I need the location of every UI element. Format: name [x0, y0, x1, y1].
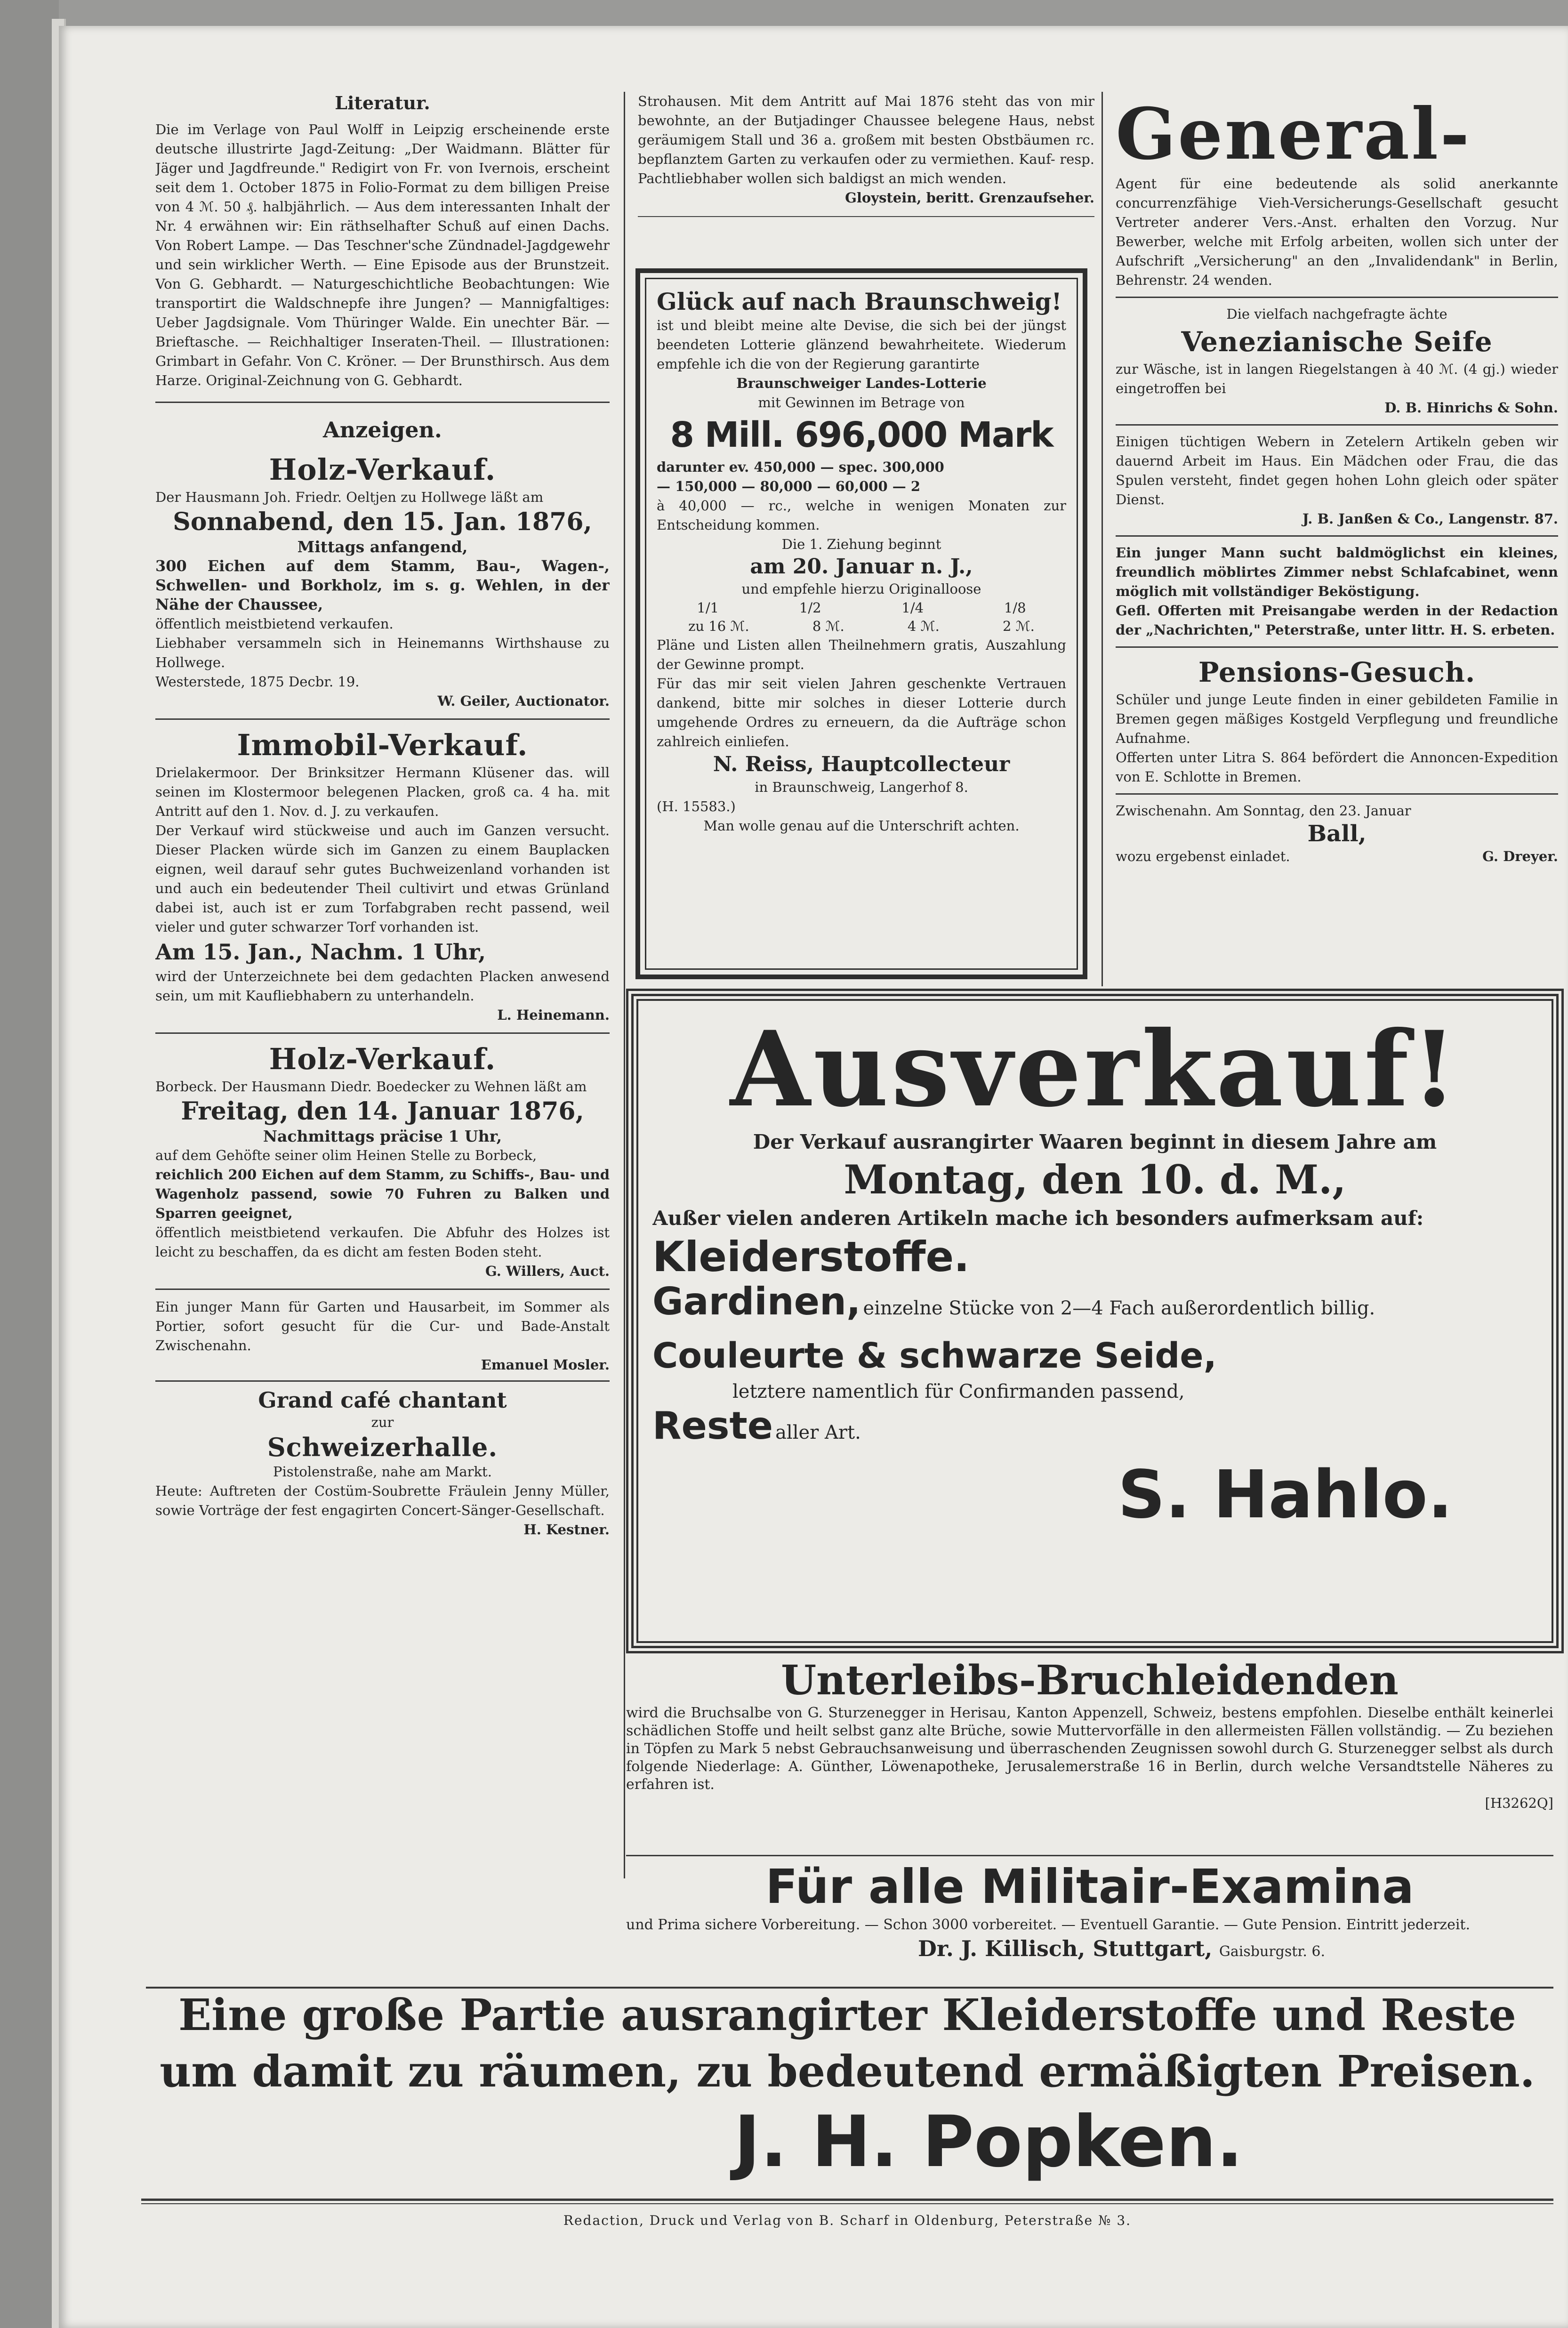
- ausverkauf-item4b: aller Art.: [775, 1422, 861, 1443]
- weber-body: Einigen tüchtigen Webern in Zetelern Artikeln geben wir dauernd Arbeit im Haus. Ein Mädchen oder Frau, die das Spulen versteht, findet gegen hohen Lohn gleich oder später Dienst.: [1116, 434, 1558, 507]
- seife-pre: Die vielfach nachgefragte ächte: [1226, 306, 1447, 322]
- immobil-signer: L. Heinemann.: [497, 1007, 610, 1023]
- holz2-intro: Borbeck. Der Hausmann Diedr. Boedecker zu Wehnen läßt am: [155, 1079, 587, 1095]
- column-rule-2: [1102, 92, 1103, 986]
- mann-signer: Emanuel Mosler.: [481, 1357, 610, 1373]
- immobil-body3: wird der Unterzeichnete bei dem gedachten Placken anwesend sein, um mit Kaufliebhabern zu unterhandeln.: [155, 968, 610, 1004]
- pension-title: Pensions-Gesuch.: [1198, 656, 1476, 688]
- lotterie-body3: Für das mir seit vielen Jahren geschenkte Vertrauen dankend, bitte mir solches in dieser Lotterie durch umgehende Ordres zu erneuern, da die Aufträge schon zahlreich einliefen.: [657, 676, 1066, 749]
- footer-rule-thin: [141, 2203, 1553, 2204]
- ausverkauf-date: Montag, den 10. d. M.,: [844, 1156, 1346, 1203]
- strohausen-signer: Gloystein, beritt. Grenzaufseher.: [845, 190, 1094, 206]
- lotterie-ref: (H. 15583.): [657, 798, 736, 814]
- ball-foot: wozu ergebenst einladet.: [1116, 848, 1290, 864]
- holz2-title: Holz-Verkauf.: [269, 1042, 496, 1076]
- pension-body2: Offerten unter Litra S. 864 befördert die Annoncen-Expedition von E. Schlotte in Bremen.: [1116, 749, 1558, 785]
- lotterie-title: Glück auf nach Braunschweig!: [657, 288, 1062, 315]
- ausverkauf-item3: Couleurte & schwarze Seide,: [652, 1336, 1217, 1376]
- divider: [155, 402, 610, 403]
- holz2-time: Nachmittags präcise 1 Uhr,: [263, 1127, 502, 1145]
- divider: [155, 1032, 610, 1034]
- holz2-body3: öffentlich meistbietend verkaufen. Die Abfuhr des Holzes ist leicht zu beschaffen, da es dicht am festen Boden steht.: [155, 1224, 610, 1260]
- lotterie-empf: und empfehle hierzu Originalloose: [741, 581, 981, 597]
- holz1-note2: Liebhaber versammeln sich in Heinemanns Wirthshause zu Hollwege.: [155, 635, 610, 670]
- lotterie-fractions: [657, 599, 1066, 617]
- fraction: 1/4: [901, 600, 924, 616]
- holz1-item: 300 Eichen auf dem Stamm, Bau-, Wagen-, Schwellen- und Borkholz, im s. g. Wehlen, in der Nähe der Chaussee,: [155, 557, 610, 613]
- divider: [155, 1380, 610, 1382]
- general-body: Agent für eine bedeutende als solid anerkannte concurrenzfähige Vieh-Versicherungs-Gesellschaft gesucht Vertreter anderer Vers.-Anst. erhalten den Vorzug. Nur Bewerber, welche mit Erfolg arbeiten, wollen sich unter der Aufschrift „Versicherung" an den „Invalidendank" in Berlin, Behrenstr. 24 wenden.: [1116, 176, 1558, 288]
- divider: [155, 718, 610, 720]
- seife-body: zur Wäsche, ist in langen Riegelstangen à 40 ℳ. (4 gj.) wieder eingetroffen bei: [1116, 361, 1558, 396]
- divider: [1116, 297, 1558, 298]
- ausverkauf-item4: Reste: [652, 1404, 773, 1448]
- fraction: 1/1: [697, 600, 719, 616]
- holz2-body2: reichlich 200 Eichen auf dem Stamm, zu Schiffs-, Bau- und Wagenholz passend, sowie 70 Fuhren zu Balken und Sparren geeignet,: [155, 1167, 610, 1221]
- cafe-title: Grand café chantant: [258, 1387, 507, 1413]
- ball-signer: G. Dreyer.: [1482, 848, 1558, 864]
- ausverkauf-signer: S. Hahlo.: [1118, 1457, 1453, 1533]
- anzeigen-heading: Anzeigen.: [323, 417, 442, 443]
- cafe-body: Heute: Auftreten der Costüm-Soubrette Fräulein Jenny Müller, sowie Vorträge der fest engagirten Concert-Sänger-Gesellschaft.: [155, 1483, 610, 1518]
- lotterie-signer: N. Reiss, Hauptcollecteur: [713, 752, 1010, 776]
- popken-line2: um damit zu räumen, zu bedeutend ermäßigten Preisen.: [160, 2046, 1535, 2097]
- price: 4 ℳ.: [907, 618, 940, 634]
- zimmer-body2: Gefl. Offerten mit Preisangabe werden in der Redaction der „Nachrichten," Peterstraße, unter littr. H. S. erbeten.: [1116, 603, 1558, 638]
- column-right: [1116, 94, 1558, 989]
- zimmer-body: Ein junger Mann sucht baldmöglichst ein kleines, freundlich möblirtes Zimmer nebst Schlafcabinet, wenn möglich mit vollständiger Beköstigung.: [1116, 545, 1558, 599]
- cafe-signer: H. Kestner.: [523, 1522, 610, 1538]
- column-rule-3: [624, 1036, 625, 1878]
- bruch-ref: [H3262Q]: [1485, 1795, 1553, 1811]
- cafe-name: Schweizerhalle.: [267, 1432, 498, 1462]
- holz2-date: Freitag, den 14. Januar 1876,: [181, 1097, 584, 1126]
- immobil-body: Drielakermoor. Der Brinksitzer Hermann Klüsener das. will seinen im Klostermoor belegenen Placken, groß ca. 4 ha. mit Antritt auf den 1. Nov. d. J. zu verkaufen.: [155, 765, 610, 819]
- militair-ad: [626, 1859, 1553, 1986]
- popken-line1: Eine große Partie ausrangirter Kleiderstoffe und Reste: [178, 1990, 1516, 2040]
- weber-signer: J. B. Janßen & Co., Langenstr. 87.: [1302, 511, 1558, 527]
- ausverkauf-line1: Der Verkauf ausrangirter Waaren beginnt in diesem Jahre am: [753, 1130, 1437, 1153]
- price: 8 ℳ.: [812, 618, 844, 634]
- strohausen-body: Strohausen. Mit dem Antritt auf Mai 1876 steht das von mir bewohnte, an der Butjadinger Chaussee belegene Haus, nebst geräumigem Stall und 36 a. großem mit besten Obstbäumen rc. bepflanztem Garten zu verkaufen oder zu vermiethen. Kauf- resp. Pachtliebhaber wollen sich baldigst an mich wenden.: [638, 93, 1094, 186]
- lotterie-row1: darunter ev. 450,000 — spec. 300,000: [657, 459, 944, 475]
- divider: [155, 1289, 610, 1290]
- popken-signer: J. H. Popken.: [734, 2101, 1243, 2183]
- holz1-title: Holz-Verkauf.: [269, 452, 496, 487]
- militair-addr: Gaisburgstr. 6.: [1219, 1943, 1326, 1960]
- footer-rule: [141, 2199, 1553, 2201]
- divider: [1116, 424, 1558, 426]
- lotterie-body2: Pläne und Listen allen Theilnehmern gratis, Auszahlung der Gewinne prompt.: [657, 637, 1066, 672]
- ausverkauf-item2b: einzelne Stücke von 2—4 Fach außerordentlich billig.: [863, 1297, 1375, 1319]
- holz2-signer: G. Willers, Auct.: [485, 1263, 610, 1279]
- column-left: [155, 89, 610, 1897]
- holz1-time: Mittags anfangend,: [297, 538, 468, 556]
- lotterie-row3: à 40,000 — rc., welche in wenigen Monaten zur Entscheidung kommen.: [657, 498, 1066, 533]
- bruch-title: Unterleibs-Bruchleidenden: [781, 1657, 1399, 1704]
- lotterie-box: [635, 268, 1087, 979]
- imprint: Redaction, Druck und Verlag von B. Scharf in Oldenburg, Peterstraße № 3.: [563, 2213, 1132, 2228]
- holz2-body: auf dem Gehöfte seiner olim Heinen Stelle zu Borbeck,: [155, 1147, 537, 1163]
- ausverkauf-item3b: letztere namentlich für Confirmanden passend,: [732, 1381, 1185, 1402]
- ausverkauf-row2: [652, 1281, 1537, 1333]
- lotterie-ziehung: Die 1. Ziehung beginnt: [781, 536, 941, 552]
- lotterie-name: Braunschweiger Landes-Lotterie: [736, 375, 987, 391]
- divider: [1116, 793, 1558, 795]
- ball-footer: [1116, 847, 1558, 866]
- bruch-body: wird die Bruchsalbe von G. Sturzenegger in Herisau, Kanton Appenzell, Schweiz, bestens empfohlen. Dieselbe enthält keinerlei schädlichen Stoffe und heilt selbst ganz alte Brüche, sowie Muttervorfälle in den allermeisten Fällen vollständig. — Zu beziehen in Töpfen zu Mark 5 nebst Gebrauchsanweisung und überraschenden Zeugnissen sowohl durch G. Sturzenegger selbst als durch folgende Niederlage: A. Günther, Löwenapotheke, Jerusalemerstraße 16 in Berlin, durch welche Versandtstelle Näheres zu erfahren ist.: [626, 1705, 1553, 1793]
- divider: [626, 1855, 1553, 1856]
- ausverkauf-frame: [626, 989, 1564, 1653]
- divider: [1116, 535, 1558, 537]
- price: zu 16 ℳ.: [688, 618, 749, 634]
- ausverkauf-row4: [652, 1405, 1537, 1458]
- holz1-place: Westerstede, 1875 Decbr. 19.: [155, 674, 360, 690]
- ausverkauf-title: Ausverkauf!: [730, 1010, 1460, 1130]
- pension-body: Schüler und junge Leute finden in einer gebildeten Familie in Bremen gegen mäßiges Kostgeld Verpflegung und freundliche Aufnahme.: [1116, 692, 1558, 746]
- lotterie-big: 8 Mill. 696,000 Mark: [670, 415, 1053, 455]
- seife-title: Venezianische Seife: [1181, 326, 1493, 358]
- lotterie-city: in Braunschweig, Langerhof 8.: [755, 779, 968, 795]
- immobil-title: Immobil-Verkauf.: [237, 728, 528, 762]
- ausverkauf-line2: Außer vielen anderen Artikeln mache ich besonders aufmerksam auf:: [652, 1207, 1424, 1230]
- fraction: 1/2: [799, 600, 821, 616]
- cafe-sub: Pistolenstraße, nahe am Markt.: [273, 1464, 492, 1480]
- ausverkauf-item2: Gardinen,: [652, 1280, 861, 1323]
- militair-signer: Dr. J. Killisch, Stuttgart,: [918, 1936, 1213, 1961]
- literatur-heading: Literatur.: [335, 92, 430, 113]
- lotterie-body: ist und bleibt meine alte Devise, die sich bei der jüngst beendeten Lotterie glänzend bewahrheitete. Wiederum empfehle ich die von der Regierung garantirte: [657, 317, 1066, 372]
- popken-ad: [141, 1987, 1553, 2194]
- militair-row: [626, 1934, 1553, 1966]
- divider: [638, 216, 1094, 217]
- lotterie-prices: [657, 617, 1066, 636]
- lotterie-date: am 20. Januar n. J.,: [750, 555, 973, 579]
- bruch-ad: [626, 1657, 1553, 1850]
- ball-line: Zwischenahn. Am Sonntag, den 23. Januar: [1116, 803, 1411, 819]
- ball-title: Ball,: [1307, 821, 1367, 847]
- holz1-note: öffentlich meistbietend verkaufen.: [155, 616, 394, 632]
- immobil-date: Am 15. Jan., Nachm. 1 Uhr,: [155, 939, 486, 965]
- militair-body: und Prima sichere Vorbereitung. — Schon 3000 vorbereitet. — Eventuell Garantie. — Gute Pension. Eintritt jederzeit.: [626, 1917, 1471, 1933]
- general-title: General-: [1116, 94, 1472, 176]
- holz1-date: Sonnabend, den 15. Jan. 1876,: [173, 507, 592, 536]
- lotterie-footer: Man wolle genau auf die Unterschrift achten.: [703, 818, 1020, 834]
- fraction: 1/8: [1004, 600, 1026, 616]
- immobil-body2: Der Verkauf wird stückweise und auch im Ganzen versucht. Dieser Placken würde sich im Ganzen zu einem Bauplacken eignen, weil darauf sehr gutes Buchweizenland vorhanden ist und auch ein bedeutender Theil cultivirt und etwas Grünland dabei ist, auch ist er zum Torfabgraben recht passend, weil vieler und guter schwarzer Torf vorhanden ist.: [155, 822, 610, 935]
- ausverkauf-item1: Kleiderstoffe.: [652, 1232, 970, 1281]
- militair-title: Für alle Militair-Examina: [765, 1859, 1414, 1914]
- scan-edge: [0, 0, 59, 2328]
- holz1-signer: W. Geiler, Auctionator.: [437, 693, 610, 709]
- lotterie-mit: mit Gewinnen im Betrage von: [758, 395, 965, 411]
- cafe-zur: zur: [371, 1414, 394, 1430]
- price: 2 ℳ.: [1003, 618, 1035, 634]
- mann-body: Ein junger Mann für Garten und Hausarbeit, im Sommer als Portier, sofort gesucht für die Cur- und Bade-Anstalt Zwischenahn.: [155, 1299, 610, 1353]
- divider: [1116, 646, 1558, 648]
- seife-signer: D. B. Hinrichs & Sohn.: [1384, 400, 1558, 416]
- literatur-body: Die im Verlage von Paul Wolff in Leipzig erscheinende erste deutsche illustrirte Jagd-Zeitung: „Der Waidmann. Blätter für Jäger und Jagdfreunde." Redigirt von Fr. von Ivernois, erscheint seit dem 1. October 1875 in Folio-Format zu dem billigen Preise von 4 ℳ. 50 ₰. halbjährlich. — Aus dem interessanten Inhalt der Nr. 4 erwähnen wir: Ein räthselhafter Schuß auf einen Dachs. Von Robert Lampe. — Das Teschner'sche Zündnadel-Jagdgewehr und sein wirklicher Werth. — Eine Episode aus der Brunstzeit. Von G. Gebhardt. — Naturgeschichtliche Beobachtungen: Wie transportirt die Waldschnepfe ihre Jungen? — Mannigfaltiges: Ueber Jagdsignale. Vom Thüringer Walde. Ein unechter Bär. — Brieftasche. — Reichhaltiger Inseraten-Theil. — Illustrationen: Grimbart in Gefahr. Von C. Kröner. — Der Brunsthirsch. Aus dem Harze. Original-Zeichnung von G. Gebhardt.: [155, 121, 610, 388]
- column-rule-1: [624, 92, 625, 1036]
- holz1-intro: Der Hausmann Joh. Friedr. Oeltjen zu Hollwege läßt am: [155, 489, 544, 505]
- lotterie-row2: — 150,000 — 80,000 — 60,000 — 2: [657, 478, 920, 494]
